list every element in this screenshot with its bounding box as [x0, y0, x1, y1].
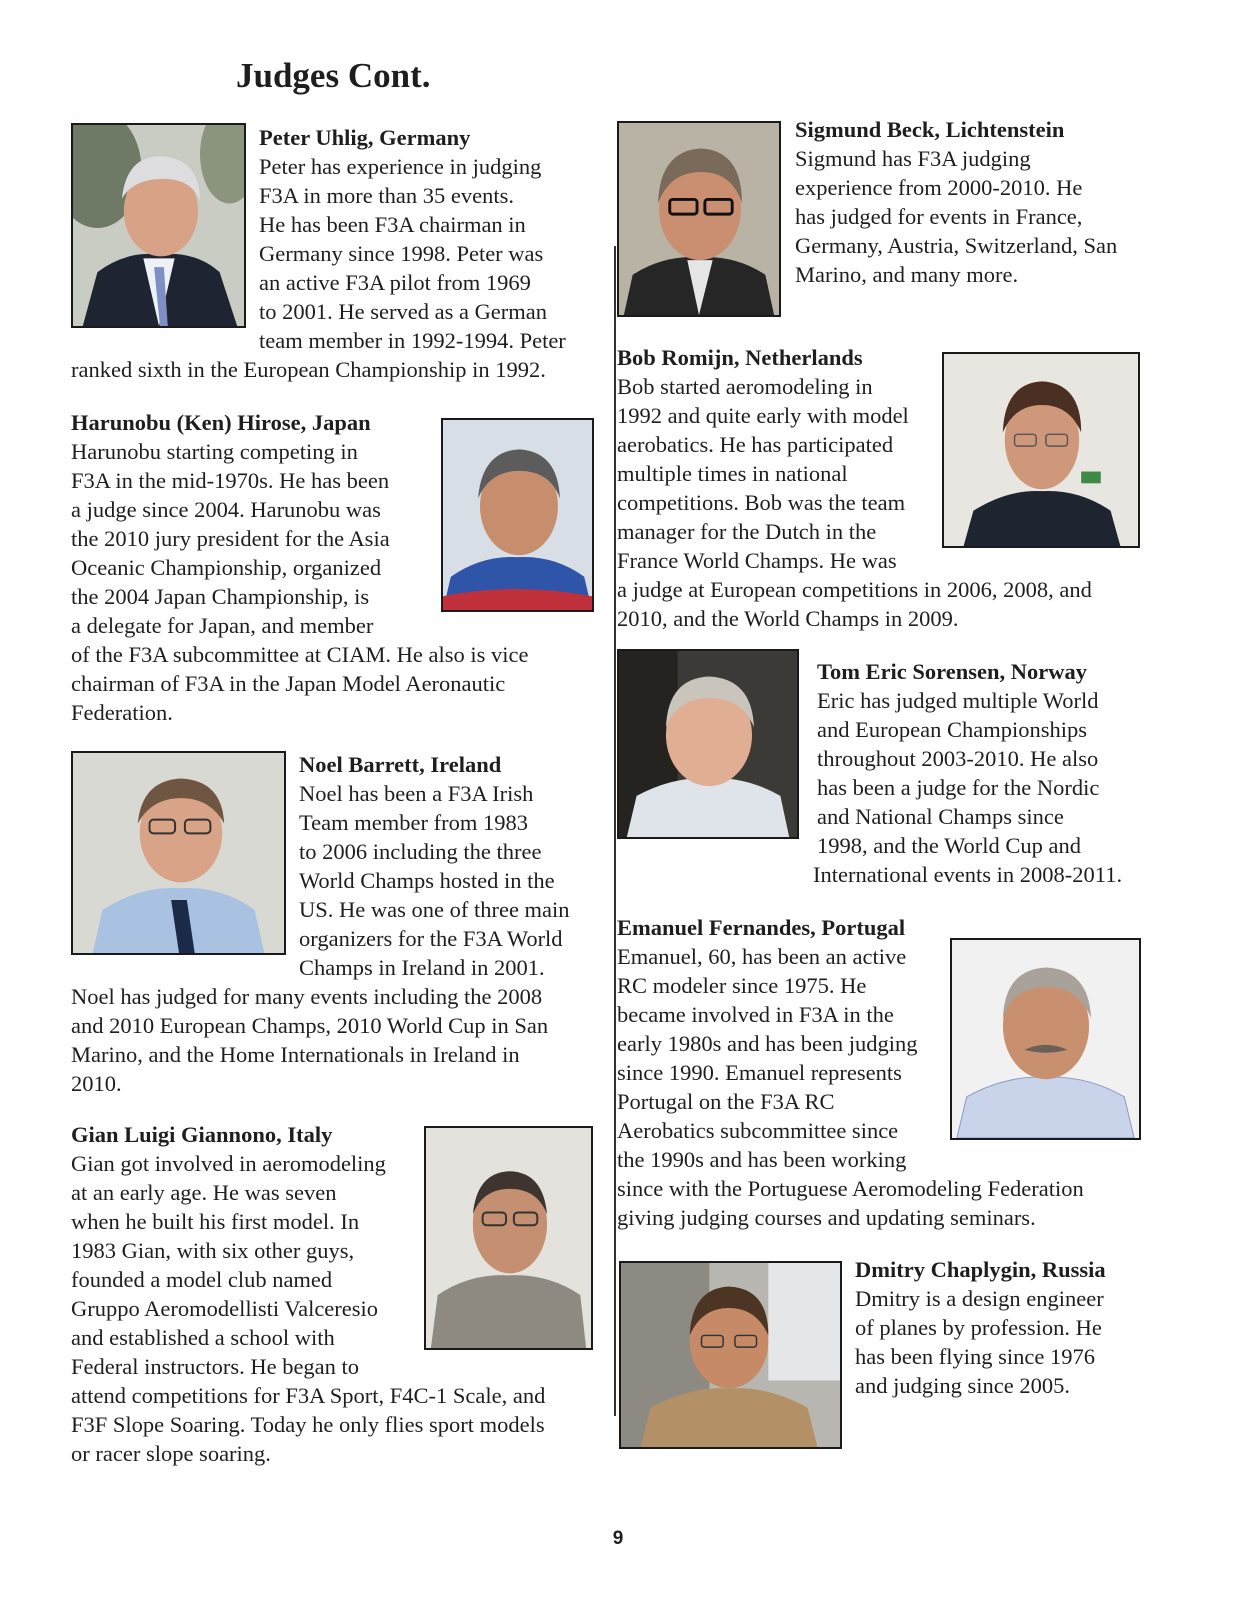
judge-name: Sigmund Beck, Lichtenstein — [795, 117, 1065, 142]
bio-line: an active F3A pilot from 1969 — [259, 270, 531, 295]
bio-line: Noel has been a F3A Irish — [299, 781, 534, 806]
bio-line: early 1980s and has been judging — [617, 1031, 918, 1056]
portrait-noel-barrett — [71, 751, 286, 955]
portrait-dmitry-chaplygin — [619, 1261, 842, 1449]
bio-line: competitions. Bob was the team — [617, 490, 906, 515]
portrait-tom-eric-sorensen — [617, 649, 799, 839]
judge-entry-harunobu-hirose — [71, 408, 528, 727]
bio-line: since with the Portuguese Aeromodeling Federation — [617, 1176, 1084, 1201]
bio-line: and National Champs since — [817, 804, 1064, 829]
bio-line: experience from 2000-2010. He — [795, 175, 1083, 200]
bio-line: 2010, and the World Champs in 2009. — [617, 606, 959, 631]
portrait-peter-uhlig — [71, 123, 246, 328]
bio-line: multiple times in national — [617, 461, 848, 486]
bio-line: and established a school with — [71, 1325, 335, 1350]
bio-line: and European Championships — [817, 717, 1087, 742]
bio-line: Peter has experience in judging — [259, 154, 542, 179]
bio-line: Harunobu starting competing in — [71, 439, 358, 464]
bio-line: giving judging courses and updating seminars. — [617, 1205, 1036, 1230]
bio-line: Germany since 1998. Peter was — [259, 241, 544, 266]
bio-line: and 2010 European Champs, 2010 World Cup in San — [71, 1013, 549, 1038]
bio-line: Germany, Austria, Switzerland, San — [795, 233, 1118, 258]
bio-line: a judge since 2004. Harunobu was — [71, 497, 381, 522]
bio-line: founded a model club named — [71, 1267, 333, 1292]
bio-line: Portugal on the F3A RC — [617, 1089, 835, 1114]
bio-line: a delegate for Japan, and member — [71, 613, 374, 638]
bio-line: Sigmund has F3A judging — [795, 146, 1031, 171]
judge-entry-emanuel-fernandes — [617, 913, 1084, 1232]
bio-line: Marino, and many more. — [795, 262, 1019, 287]
judge-entry-tom-eric-sorensen — [813, 657, 1123, 889]
judge-entry-bob-romijn — [617, 343, 1092, 633]
bio-line: of planes by profession. He — [855, 1315, 1102, 1340]
bio-line: team member in 1992-1994. Peter — [259, 328, 566, 353]
bio-line: US. He was one of three main — [299, 897, 570, 922]
bio-line: 2010. — [71, 1071, 122, 1096]
page-number: 9 — [612, 1528, 624, 1549]
bio-line: Emanuel, 60, has been an active — [617, 944, 907, 969]
bio-line: became involved in F3A in the — [617, 1002, 894, 1027]
bio-line: organizers for the F3A World — [299, 926, 563, 951]
judge-name: Harunobu (Ken) Hirose, Japan — [71, 410, 371, 435]
bio-line: of the F3A subcommittee at CIAM. He also is vice — [71, 642, 529, 667]
bio-line: Oceanic Championship, organized — [71, 555, 382, 580]
bio-line: Aerobatics subcommittee since — [617, 1118, 899, 1143]
bio-line: 1983 Gian, with six other guys, — [71, 1238, 355, 1263]
bio-line: manager for the Dutch in the — [617, 519, 877, 544]
judge-name: Tom Eric Sorensen, Norway — [817, 659, 1087, 684]
bio-line: F3A in more than 35 events. — [259, 183, 514, 208]
bio-line: F3F Slope Soaring. Today he only flies sport models — [71, 1412, 545, 1437]
judge-name: Dmitry Chaplygin, Russia — [855, 1257, 1106, 1282]
bio-line: has judged for events in France, — [795, 204, 1083, 229]
bio-line: 1998, and the World Cup and — [817, 833, 1081, 858]
bio-line: at an early age. He was seven — [71, 1180, 337, 1205]
bio-line: World Champs hosted in the — [299, 868, 555, 893]
bio-line: International events in 2008-2011. — [813, 862, 1123, 887]
portrait-sigmund-beck — [617, 121, 781, 317]
bio-line: has been a judge for the Nordic — [817, 775, 1100, 800]
bio-line: since 1990. Emanuel represents — [617, 1060, 902, 1085]
bio-line: Marino, and the Home Internationals in Ireland in — [71, 1042, 520, 1067]
bio-line: a judge at European competitions in 2006, 2008, and — [617, 577, 1092, 602]
bio-line: the 2010 jury president for the Asia — [71, 526, 390, 551]
judge-entry-peter-uhlig — [71, 123, 566, 384]
judge-name: Emanuel Fernandes, Portugal — [617, 915, 906, 940]
bio-line: Noel has judged for many events including the 2008 — [71, 984, 543, 1009]
judge-entry-dmitry-chaplygin — [855, 1255, 1106, 1400]
bio-line: to 2001. He served as a German — [259, 299, 548, 324]
bio-line: Federal instructors. He began to — [71, 1354, 360, 1379]
judge-entry-gian-luigi-giannono — [71, 1120, 545, 1468]
bio-line: throughout 2003-2010. He also — [817, 746, 1099, 771]
bio-line: Champs in Ireland in 2001. — [299, 955, 545, 980]
bio-line: attend competitions for F3A Sport, F4C-1 Scale, and — [71, 1383, 546, 1408]
bio-line: Bob started aeromodeling in — [617, 374, 873, 399]
bio-line: or racer slope soaring. — [71, 1441, 271, 1466]
bio-line: when he built his first model. In — [71, 1209, 360, 1234]
judge-name: Noel Barrett, Ireland — [299, 752, 502, 777]
judge-entry-noel-barrett — [71, 750, 570, 1098]
bio-line: ranked sixth in the European Championship in 1992. — [71, 357, 546, 382]
bio-line: 1992 and quite early with model — [617, 403, 909, 428]
judge-entry-sigmund-beck — [795, 115, 1117, 289]
bio-line: to 2006 including the three — [299, 839, 542, 864]
bio-line: He has been F3A chairman in — [259, 212, 526, 237]
bio-line: RC modeler since 1975. He — [617, 973, 867, 998]
bio-line: the 1990s and has been working — [617, 1147, 907, 1172]
bio-line: F3A in the mid-1970s. He has been — [71, 468, 390, 493]
column-divider — [614, 246, 616, 1416]
bio-line: Dmitry is a design engineer — [855, 1286, 1104, 1311]
bio-line: Gian got involved in aeromodeling — [71, 1151, 386, 1176]
page-title: Judges Cont. — [236, 56, 431, 95]
bio-line: chairman of F3A in the Japan Model Aeronautic — [71, 671, 506, 696]
bio-line: France World Champs. He was — [617, 548, 897, 573]
bio-line: Team member from 1983 — [299, 810, 528, 835]
bio-line: Eric has judged multiple World — [817, 688, 1099, 713]
bio-line: the 2004 Japan Championship, is — [71, 584, 370, 609]
judge-name: Gian Luigi Giannono, Italy — [71, 1122, 333, 1147]
bio-line: has been flying since 1976 — [855, 1344, 1095, 1369]
judge-name: Bob Romijn, Netherlands — [617, 345, 863, 370]
bio-line: aerobatics. He has participated — [617, 432, 894, 457]
bio-line: and judging since 2005. — [855, 1373, 1070, 1398]
bio-line: Gruppo Aeromodellisti Valceresio — [71, 1296, 379, 1321]
bio-line: Federation. — [71, 700, 173, 725]
judge-name: Peter Uhlig, Germany — [259, 125, 471, 150]
